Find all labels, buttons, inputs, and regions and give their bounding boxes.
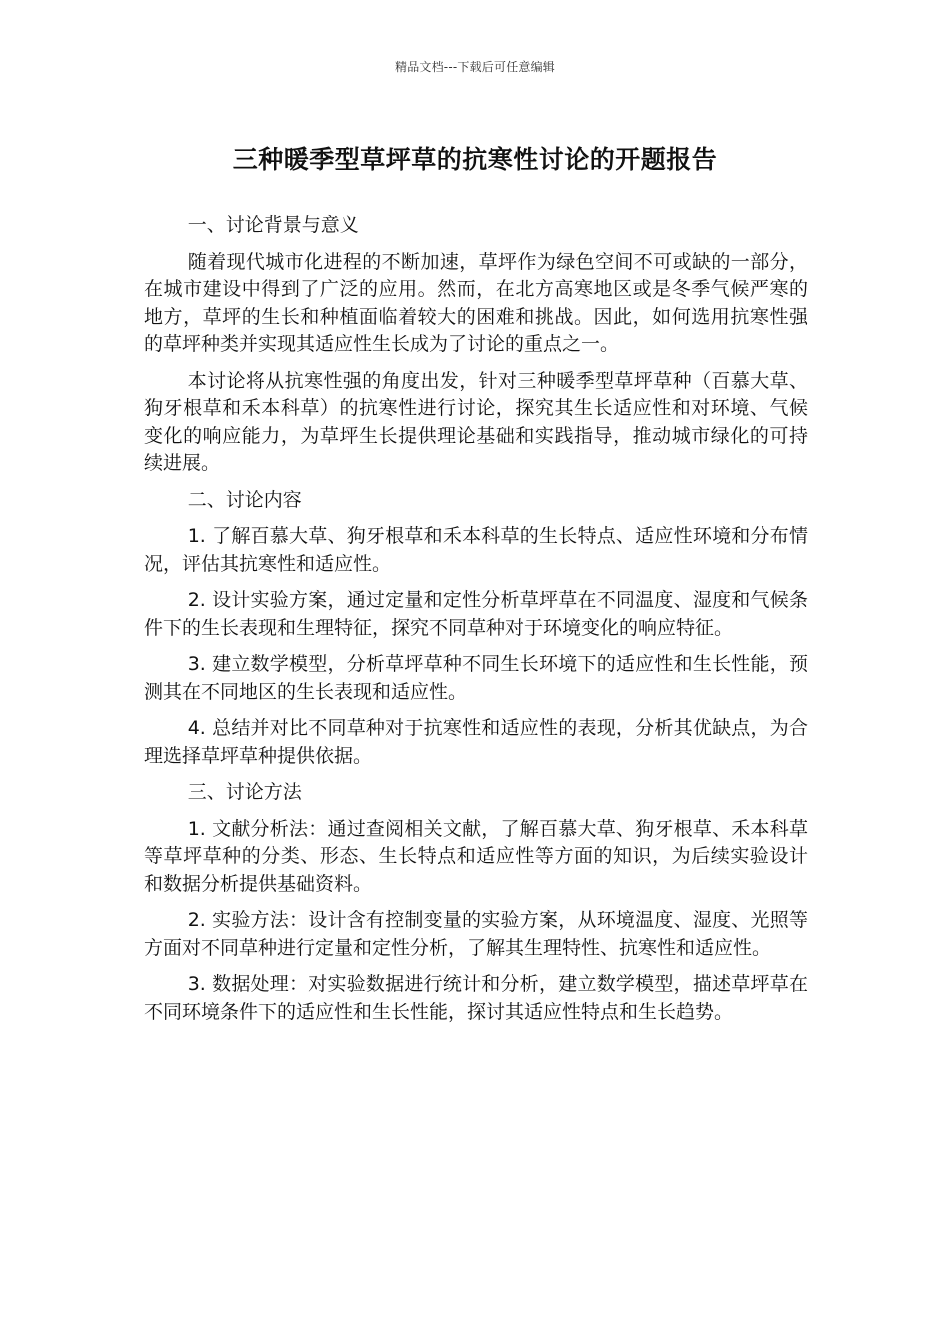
paragraph: 随着现代城市化进程的不断加速，草坪作为绿色空间不可或缺的一部分，在城市建设中得到了广泛的应用。然而，在北方高寒地区或是冬季气候严寒的地方，草坪的生长和种植面临着较大的困难和挑战。因此，如何选用抗寒性强的草坪种类并实现其适应性生长成为了讨论的重点之一。 — [144, 250, 808, 355]
list-item: 1. 了解百慕大草、狗牙根草和禾本科草的生长特点、适应性环境和分布情况，评估其抗寒性和适应性。 — [144, 525, 808, 575]
document-body — [144, 212, 808, 1035]
list-item: 4. 总结并对比不同草种对于抗寒性和适应性的表现，分析其优缺点，为合理选择草坪草种提供依据。 — [144, 717, 808, 767]
list-item: 2. 实验方法：设计含有控制变量的实验方案，从环境温度、湿度、光照等方面对不同草种进行定量和定性分析，了解其生理特性、抗寒性和适应性。 — [144, 909, 808, 959]
list-item: 1. 文献分析法：通过查阅相关文献，了解百慕大草、狗牙根草、禾本科草等草坪草种的分类、形态、生长特点和适应性等方面的知识，为后续实验设计和数据分析提供基础资料。 — [144, 817, 808, 895]
section-heading-content: 二、讨论内容 — [187, 488, 302, 511]
list-item: 3. 建立数学模型，分析草坪草种不同生长环境下的适应性和生长性能，预测其在不同地区的生长表现和适应性。 — [144, 653, 808, 703]
document-title: 三种暖季型草坪草的抗寒性讨论的开题报告 — [232, 145, 718, 174]
header-note: 精品文档---下载后可任意编辑 — [395, 60, 555, 74]
list-item: 2. 设计实验方案，通过定量和定性分析草坪草在不同温度、湿度和气候条件下的生长表现和生理特征，探究不同草种对于环境变化的响应特征。 — [144, 589, 808, 639]
section-heading-background: 一、讨论背景与意义 — [187, 214, 359, 236]
paragraph: 本讨论将从抗寒性强的角度出发，针对三种暖季型草坪草种（百慕大草、狗牙根草和禾本科草）的抗寒性进行讨论，探究其生长适应性和对环境、气候变化的响应能力，为草坪生长提供理论基础和实践指导，推动城市绿化的可持续进展。 — [144, 369, 808, 474]
list-item: 3. 数据处理：对实验数据进行统计和分析，建立数学模型，描述草坪草在不同环境条件下的适应性和生长性能，探讨其适应性特点和生长趋势。 — [144, 973, 808, 1023]
section-heading-methods: 三、讨论方法 — [187, 781, 302, 803]
